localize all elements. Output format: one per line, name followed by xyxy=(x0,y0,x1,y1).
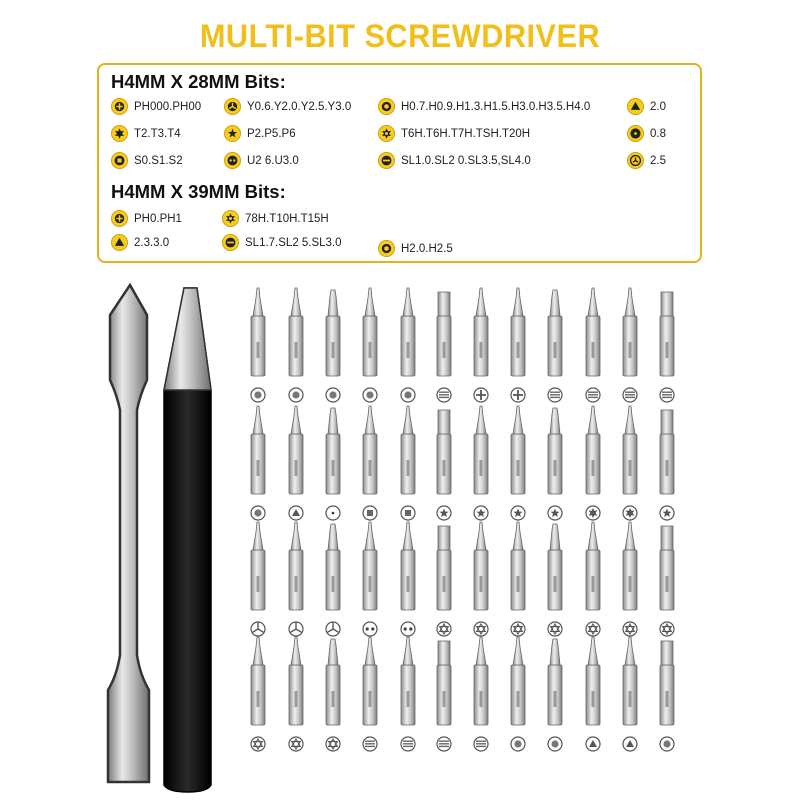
dot-tip-icon xyxy=(251,388,265,402)
tri-point-icon xyxy=(627,152,644,169)
bit-tri-wing xyxy=(281,520,311,638)
slot-tip-icon xyxy=(437,737,451,751)
dot-tip-icon xyxy=(548,737,562,751)
spec-item xyxy=(111,125,181,142)
hexagram-tip-icon xyxy=(511,622,525,636)
star-tip-icon xyxy=(548,506,562,520)
hex-icon xyxy=(378,98,395,115)
point-tip-icon xyxy=(326,506,340,520)
hexagram-tip-icon xyxy=(437,622,451,636)
square-tip-icon xyxy=(363,506,377,520)
bit-spec-panel xyxy=(97,63,702,263)
slot-tip-icon xyxy=(623,388,637,402)
bit-square xyxy=(393,404,423,522)
slot-tip-icon xyxy=(660,388,674,402)
bit-dot xyxy=(540,635,570,753)
bit-slot xyxy=(615,286,645,404)
bit-dot xyxy=(318,286,348,404)
spec-label: 2.0 xyxy=(650,100,666,113)
spec-item xyxy=(627,98,666,115)
bit-tri-wing xyxy=(318,520,348,638)
spec-item xyxy=(378,98,590,115)
torx-icon xyxy=(111,125,128,142)
bit-hexagram xyxy=(429,520,459,638)
slotted-icon xyxy=(378,152,395,169)
spec-item xyxy=(224,152,299,169)
bit-hexagram xyxy=(243,635,273,753)
bit-dot xyxy=(503,635,533,753)
bit-dot xyxy=(393,286,423,404)
spec-label: U2 6.U3.0 xyxy=(247,154,299,167)
bit-dots xyxy=(393,520,423,638)
bit-triangle xyxy=(281,404,311,522)
spec-label: PH000.PH00 xyxy=(134,100,202,113)
spec-label: 78H.T10H.T15H xyxy=(245,212,329,225)
page-title: MULTI-BIT SCREWDRIVER xyxy=(199,18,601,54)
bit-triangle xyxy=(578,635,608,753)
bit-slot xyxy=(393,635,423,753)
spec-item xyxy=(378,240,453,257)
bit-hexagram xyxy=(318,635,348,753)
spec-item xyxy=(627,152,666,169)
spec-label: 2.5 xyxy=(650,154,666,167)
triangle-icon xyxy=(111,234,128,251)
bit-star xyxy=(652,404,682,522)
spec-label: S0.S1.S2 xyxy=(134,154,183,167)
bit-slot xyxy=(355,635,385,753)
slot-tip-icon xyxy=(548,388,562,402)
spec-label: 0.8 xyxy=(650,127,666,140)
bit-hexagram xyxy=(466,520,496,638)
star-tip-icon xyxy=(474,506,488,520)
hexagram-tip-icon xyxy=(660,622,674,636)
bit-slot xyxy=(429,635,459,753)
bit-star xyxy=(429,404,459,522)
bit-slot xyxy=(652,286,682,404)
dot-tip-icon xyxy=(401,388,415,402)
hexagram-tip-icon xyxy=(586,622,600,636)
torx-tip-icon xyxy=(623,506,637,520)
pentalobe-icon xyxy=(224,125,241,142)
spec-item xyxy=(378,152,531,169)
spec-item xyxy=(222,210,329,227)
tri-wing-tip-icon xyxy=(326,622,340,636)
tri-wing-icon xyxy=(224,98,241,115)
bit-dot xyxy=(355,286,385,404)
bit-phillips xyxy=(503,286,533,404)
spec-item xyxy=(111,152,183,169)
spec-item xyxy=(224,125,296,142)
u-shape-icon xyxy=(224,152,241,169)
bit-star xyxy=(466,404,496,522)
phillips-tip-icon xyxy=(474,388,488,402)
dot-tip-icon xyxy=(363,388,377,402)
spec-label: P2.P5.P6 xyxy=(247,127,296,140)
bit-grid xyxy=(0,280,800,800)
bit-dot xyxy=(652,635,682,753)
section-heading-39mm: H4MM X 39MM Bits: xyxy=(111,181,286,202)
bit-hexagram xyxy=(540,520,570,638)
spec-label: T6H.T6H.T7H.TSH.T20H xyxy=(401,127,531,140)
torx-security-icon xyxy=(222,210,239,227)
star-tip-icon xyxy=(511,506,525,520)
dots-tip-icon xyxy=(401,622,415,636)
dot-icon xyxy=(627,125,644,142)
star-tip-icon xyxy=(660,506,674,520)
star-tip-icon xyxy=(437,506,451,520)
bit-torx xyxy=(578,404,608,522)
slot-tip-icon xyxy=(586,388,600,402)
phillips-icon xyxy=(111,210,128,227)
hexagram-tip-icon xyxy=(623,622,637,636)
spec-item xyxy=(111,210,182,227)
spec-item xyxy=(222,234,342,251)
spec-label: H0.7.H0.9.H1.3.H1.5.H3.0.H3.5.H4.0 xyxy=(401,100,591,113)
triangle-tip-icon xyxy=(623,737,637,751)
spec-label: SL1.0.SL2 0.SL3.5,SL4.0 xyxy=(401,154,531,167)
torx-tip-icon xyxy=(586,506,600,520)
spec-label: T2.T3.T4 xyxy=(134,127,181,140)
square-tip-icon xyxy=(401,506,415,520)
triangle-icon xyxy=(627,98,644,115)
hexagram-tip-icon xyxy=(326,737,340,751)
spec-label: Y0.6.Y2.0.Y2.5.Y3.0 xyxy=(247,100,352,113)
hexagram-tip-icon xyxy=(474,622,488,636)
bit-dot xyxy=(243,286,273,404)
dot-tip-icon xyxy=(511,737,525,751)
bit-slot xyxy=(578,286,608,404)
bit-point xyxy=(318,404,348,522)
spec-label: H2.0.H2.5 xyxy=(401,242,453,255)
hex-icon xyxy=(378,240,395,257)
dots-tip-icon xyxy=(363,622,377,636)
spec-item xyxy=(378,125,530,142)
hexagram-tip-icon xyxy=(251,737,265,751)
bit-phillips xyxy=(466,286,496,404)
spec-item xyxy=(111,234,169,251)
bit-hexagram xyxy=(615,520,645,638)
bit-star xyxy=(540,404,570,522)
spec-label: SL1.7.SL2 5.SL3.0 xyxy=(245,236,342,249)
hexagram-tip-icon xyxy=(548,622,562,636)
bit-tri-wing xyxy=(243,520,273,638)
phillips-tip-icon xyxy=(511,388,525,402)
bit-slot xyxy=(466,635,496,753)
hexagram-tip-icon xyxy=(289,737,303,751)
section-heading-28mm: H4MM X 28MM Bits: xyxy=(111,71,286,92)
bit-hexagram xyxy=(503,520,533,638)
bit-dots xyxy=(355,520,385,638)
bit-triangle xyxy=(615,635,645,753)
dot-tip-icon xyxy=(251,506,265,520)
slot-tip-icon xyxy=(363,737,377,751)
dot-tip-icon xyxy=(326,388,340,402)
bit-dot xyxy=(243,404,273,522)
bit-hexagram xyxy=(578,520,608,638)
spec-label: PH0.PH1 xyxy=(134,212,182,225)
slot-tip-icon xyxy=(437,388,451,402)
bit-hexagram xyxy=(652,520,682,638)
tri-wing-tip-icon xyxy=(251,622,265,636)
bit-slot xyxy=(540,286,570,404)
bit-square xyxy=(355,404,385,522)
spec-label: 2.3.3.0 xyxy=(134,236,170,249)
spec-item xyxy=(627,125,666,142)
bit-torx xyxy=(615,404,645,522)
slot-tip-icon xyxy=(401,737,415,751)
slotted-icon xyxy=(222,234,239,251)
phillips-icon xyxy=(111,98,128,115)
triangle-tip-icon xyxy=(289,506,303,520)
bit-star xyxy=(503,404,533,522)
spec-item xyxy=(224,98,351,115)
bit-slot xyxy=(429,286,459,404)
bit-dot xyxy=(281,286,311,404)
slot-tip-icon xyxy=(474,737,488,751)
dot-tip-icon xyxy=(660,737,674,751)
square-icon xyxy=(111,152,128,169)
triangle-tip-icon xyxy=(586,737,600,751)
bit-hexagram xyxy=(281,635,311,753)
spec-item xyxy=(111,98,201,115)
dot-tip-icon xyxy=(289,388,303,402)
torx-security-icon xyxy=(378,125,395,142)
tri-wing-tip-icon xyxy=(289,622,303,636)
